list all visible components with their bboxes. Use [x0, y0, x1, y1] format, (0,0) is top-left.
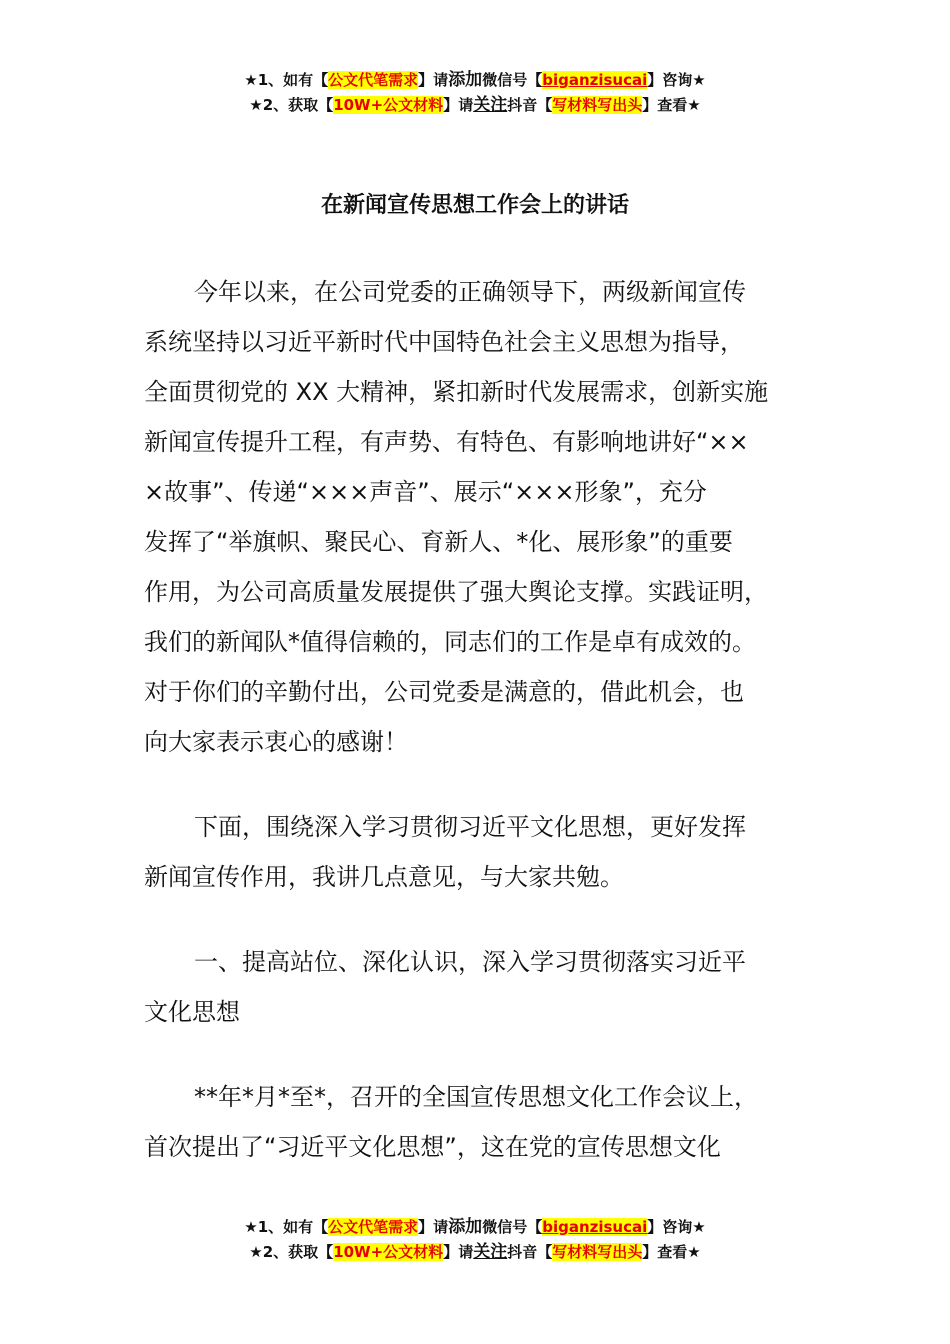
promo-text: ★1、如有【 [244, 1218, 329, 1236]
text-line: 向大家表示衷心的感谢！ [144, 728, 408, 756]
promo-line-1 [0, 1215, 950, 1240]
promo-text: 微信号【 [482, 1218, 543, 1236]
promo-text: 抖音【 [507, 96, 553, 114]
promo-text: ★2、获取【 [249, 96, 334, 114]
promo-text: 】查看★ [642, 1243, 701, 1261]
paragraph [144, 267, 808, 767]
promo-text: ★1、如有【 [244, 71, 329, 89]
text-line: ×故事”、传递“×××声音”、展示“×××形象”，充分 [144, 478, 707, 506]
text-line: **年*月*至*，召开的全国宣传思想文化工作会议上， [194, 1083, 758, 1111]
promo-banner-top [0, 68, 950, 118]
text-line: 首次提出了“习近平文化思想”，这在党的宣传思想文化 [144, 1133, 721, 1161]
promo-highlight: 公文代笔需求 [328, 1218, 419, 1236]
text-line: 作用，为公司高质量发展提供了强大舆论支撑。实践证明， [144, 578, 768, 606]
promo-highlight: 10W+公文材料 [333, 1243, 444, 1261]
text-line: 下面，围绕深入学习贯彻习近平文化思想，更好发挥 [194, 813, 746, 841]
promo-text: 】请 [418, 1218, 449, 1236]
promo-highlight: 10W+公文材料 [333, 96, 444, 114]
text-line: 一、提高站位、深化认识，深入学习贯彻落实习近平 [194, 948, 746, 976]
promo-line-1 [0, 68, 950, 93]
text-line: 我们的新闻队*值得信赖的，同志们的工作是卓有成效的。 [144, 628, 756, 656]
promo-wechat-id: biganzisucai [542, 71, 648, 89]
text-line: 今年以来，在公司党委的正确领导下，两级新闻宣传 [194, 278, 746, 306]
text-line: 新闻宣传作用，我讲几点意见，与大家共勉。 [144, 863, 624, 891]
promo-emphasis: 关注 [473, 95, 508, 115]
promo-text: 】查看★ [642, 96, 701, 114]
text-line: 全面贯彻党的 XX 大精神，紧扣新时代发展需求，创新实施 [144, 378, 769, 406]
promo-douyin-id: 写材料写出头 [552, 96, 643, 114]
promo-line-2 [0, 1240, 950, 1265]
promo-text: 】咨询★ [647, 71, 706, 89]
text-line: 发挥了“举旗帜、聚民心、育新人、*化、展形象”的重要 [144, 528, 733, 556]
promo-douyin-id: 写材料写出头 [552, 1243, 643, 1261]
promo-emphasis: 关注 [473, 1242, 508, 1262]
section-heading [144, 937, 808, 1037]
promo-text: 】请 [418, 71, 449, 89]
promo-emphasis: 添加 [448, 70, 483, 90]
promo-emphasis: 添加 [448, 1217, 483, 1237]
promo-text: 】请 [443, 1243, 474, 1261]
promo-banner-bottom [0, 1215, 950, 1265]
document-title: 在新闻宣传思想工作会上的讲话 [320, 193, 629, 218]
text-line: 文化思想 [144, 998, 240, 1026]
text-line: 系统坚持以习近平新时代中国特色社会主义思想为指导， [144, 328, 744, 356]
promo-text: 微信号【 [482, 71, 543, 89]
paragraph [144, 802, 808, 902]
text-line: 对于你们的辛勤付出，公司党委是满意的，借此机会，也 [144, 678, 744, 706]
promo-text: 抖音【 [507, 1243, 553, 1261]
promo-text: 】请 [443, 96, 474, 114]
promo-text: 】咨询★ [647, 1218, 706, 1236]
promo-text: ★2、获取【 [249, 1243, 334, 1261]
promo-line-2 [0, 93, 950, 118]
promo-wechat-id: biganzisucai [542, 1218, 648, 1236]
document-body [144, 267, 808, 1207]
text-line: 新闻宣传提升工程，有声势、有特色、有影响地讲好“×× [144, 428, 749, 456]
promo-highlight: 公文代笔需求 [328, 71, 419, 89]
paragraph [144, 1072, 808, 1172]
